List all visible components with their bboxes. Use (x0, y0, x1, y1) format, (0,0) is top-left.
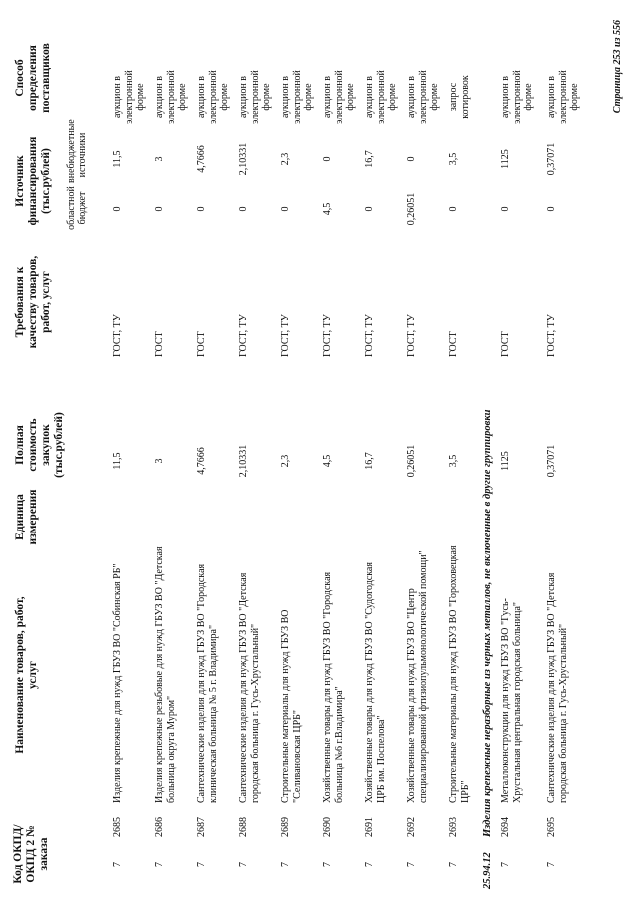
row-total: 4,7666 (196, 447, 207, 475)
row-total: 0,26051 (406, 444, 417, 478)
row-code: 7 (406, 862, 417, 867)
row-code: 7 (196, 862, 207, 867)
header-source-external: внебюджетные источники (66, 119, 88, 183)
row-requirements: ГОСТ (154, 331, 165, 357)
row-method: аукцион в электронной форме (238, 70, 272, 124)
row-total: 3,5 (448, 454, 459, 468)
row-name: Хозяйственные товары для нужд ГБУЗ ВО "Центр специализированной фтизиопульмонологической помощи" (406, 550, 429, 803)
row-external: 2,10331 (238, 142, 249, 176)
row-requirements: ГОСТ, ТУ (238, 314, 249, 357)
row-regional: 0 (500, 206, 511, 212)
row-name: Сантехнические изделия для нужд ГБУЗ ВО "Детская городская больница г. Гусь-Хрустальный" (546, 572, 569, 803)
row-code: 7 (154, 862, 165, 867)
header-total: Полная стоимость закупок (тыс.рублей) (14, 412, 65, 478)
header-unit: Единица измерения (14, 489, 39, 545)
row-method: аукцион в электронной форме (406, 70, 440, 124)
row-name: Хозяйственные товары для нужд ГБУЗ ВО "Судогодская ЦРБ им. Поспелова" (364, 562, 387, 803)
row-requirements: ГОСТ (196, 331, 207, 357)
row-code: 7 (500, 862, 511, 867)
row-number: 2688 (238, 817, 249, 837)
row-total: 0,37071 (546, 444, 557, 478)
row-regional: 0,26051 (406, 192, 417, 226)
row-requirements: ГОСТ, ТУ (322, 314, 333, 357)
row-method: аукцион в электронной форме (280, 70, 314, 124)
row-number: 2686 (154, 817, 165, 837)
row-requirements: ГОСТ, ТУ (406, 314, 417, 357)
row-requirements: ГОСТ (448, 331, 459, 357)
row-number: 2693 (448, 817, 459, 837)
row-external: 3,5 (448, 152, 459, 166)
row-external: 11,5 (112, 150, 123, 168)
row-method: запрос котировок (448, 75, 471, 119)
page-number: Страница 253 из 556 (612, 20, 623, 114)
row-external: 16,7 (364, 150, 375, 168)
row-method: аукцион в электронной форме (196, 70, 230, 124)
row-regional: 0 (196, 206, 207, 212)
row-method: аукцион в электронной форме (112, 70, 146, 124)
row-total: 2,10331 (238, 444, 249, 478)
row-method: аукцион в электронной форме (154, 70, 188, 124)
row-number: 2687 (196, 817, 207, 837)
row-name: Сантехнические изделия для нужд ГБУЗ ВО "Городская клиническая больница № 5 г. Владимира" (196, 563, 219, 803)
row-external: 1125 (500, 149, 511, 169)
row-number: 2690 (322, 817, 333, 837)
row-regional: 0 (546, 206, 557, 212)
row-total: 1125 (500, 451, 511, 471)
row-total: 16,7 (364, 452, 375, 470)
header-source: Источник финансирования (тыс.рублей) (14, 136, 52, 226)
row-requirements: ГОСТ, ТУ (546, 314, 557, 357)
row-total: 3 (154, 458, 165, 464)
row-code: 7 (364, 862, 375, 867)
row-name: Металлоконструкции для нужд ГБУЗ ВО "Гусь-Хрустальная центральная городская больница" (500, 598, 523, 803)
row-number: 2694 (500, 817, 511, 837)
row-requirements: ГОСТ, ТУ (364, 314, 375, 357)
row-requirements: ГОСТ, ТУ (112, 314, 123, 357)
row-name: Строительные материалы для нужд ГБУЗ ВО "Селивановская ЦРБ" (280, 609, 303, 803)
row-method: аукцион в электронной форме (500, 70, 534, 124)
row-method: аукцион в электронной форме (322, 70, 356, 124)
row-code: 7 (322, 862, 333, 867)
header-requirements: Требования к качеству товаров, работ, услуг (14, 255, 52, 349)
row-name: Изделия крепежные резьбовые для нужд ГБУЗ ВО "Детская больница округа Муром" (154, 546, 177, 803)
header-name: Наименование товаров, работ, услуг (14, 596, 39, 754)
row-regional: 4,5 (322, 202, 333, 216)
row-total: 11,5 (112, 452, 123, 470)
row-external: 0 (406, 156, 417, 162)
row-regional: 0 (112, 206, 123, 212)
row-external: 4,7666 (196, 145, 207, 173)
group-text: Изделия крепежные неразборные из черных металлов, не включенные в другие группировки (482, 409, 493, 837)
row-code: 7 (280, 862, 291, 867)
row-requirements: ГОСТ (500, 331, 511, 357)
row-regional: 0 (448, 206, 459, 212)
row-number: 2685 (112, 817, 123, 837)
row-code: 7 (448, 862, 459, 867)
row-number: 2691 (364, 817, 375, 837)
row-method: аукцион в электронной форме (364, 70, 398, 124)
row-total: 4,5 (322, 454, 333, 468)
row-external: 3 (154, 156, 165, 162)
row-code: 7 (546, 862, 557, 867)
header-method: Способ определения поставщиков (14, 43, 52, 113)
row-regional: 0 (280, 206, 291, 212)
row-name: Сантехнические изделия для нужд ГБУЗ ВО "Детская городская больница г. Гусь-Хрустальный" (238, 572, 261, 803)
row-code: 7 (238, 862, 249, 867)
row-number: 2692 (406, 817, 417, 837)
row-regional: 0 (364, 206, 375, 212)
row-code: 7 (112, 862, 123, 867)
row-requirements: ГОСТ, ТУ (280, 314, 291, 357)
row-regional: 0 (238, 206, 249, 212)
row-name: Строительные материалы для нужд ГБУЗ ВО "Гороховецкая ЦРБ" (448, 545, 471, 803)
row-number: 2689 (280, 817, 291, 837)
group-code: 25.94.12 (482, 852, 493, 889)
row-method: аукцион в электронной форме (546, 70, 580, 124)
row-external: 0 (322, 156, 333, 162)
row-number: 2695 (546, 817, 557, 837)
header-code: Код ОКПД/ ОКПД 2 № заказа (12, 824, 50, 884)
row-regional: 0 (154, 206, 165, 212)
header-source-regional: областной бюджет (66, 186, 88, 230)
row-external: 2,3 (280, 152, 291, 166)
row-total: 2,3 (280, 454, 291, 468)
row-name: Хозяйственные товары для нужд ГБУЗ ВО "Городская больница №6 г.Владимира" (322, 571, 345, 803)
row-name: Изделия крепежные для нужд ГБУЗ ВО "Собинская РБ" (112, 563, 123, 803)
row-external: 0,37071 (546, 142, 557, 176)
